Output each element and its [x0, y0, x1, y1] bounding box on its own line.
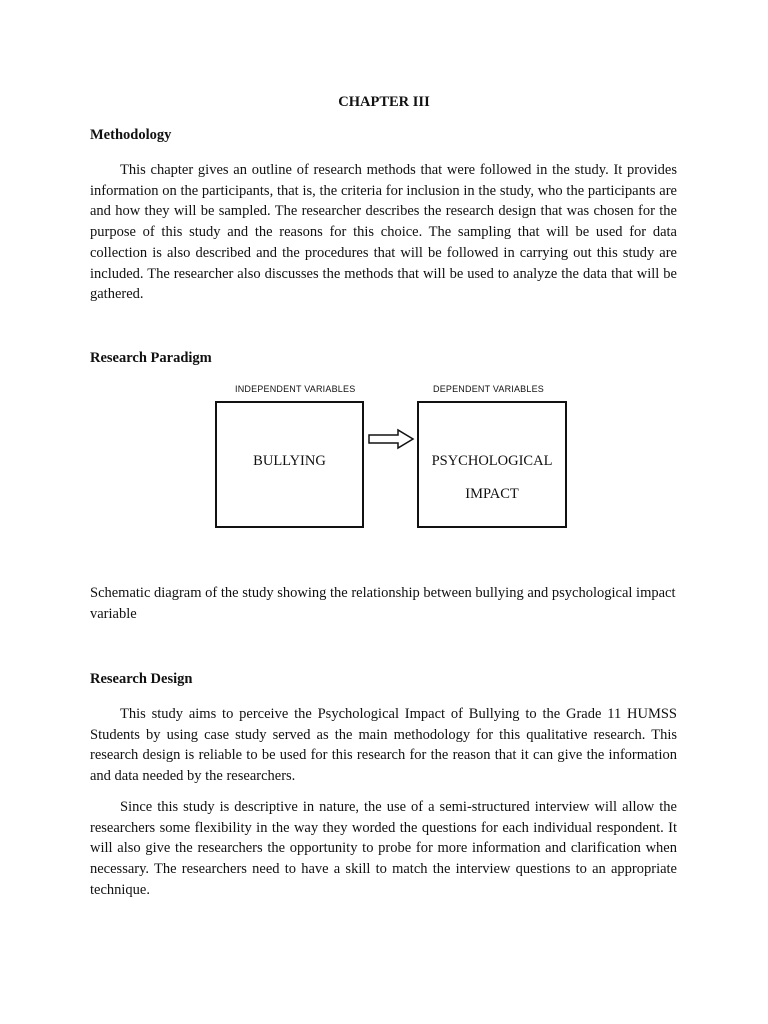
dependent-variable-text-line2: IMPACT — [465, 486, 519, 502]
dependent-variable-text-line1: PSYCHOLOGICAL — [431, 453, 553, 469]
methodology-heading: Methodology — [90, 127, 172, 143]
chapter-title: CHAPTER III — [338, 94, 430, 110]
methodology-paragraph: This chapter gives an outline of research methods that were followed in the study. It provides information on the participants, that is, the criteria for inclusion in the study, who the participants are and how they will be sampled. The researcher describes the research design that was chosen for the purpose of this study and the reasons for this choice. The sampling that will be used for data collection is also described and the procedures that will be followed in carrying out this study are included. The researcher also discusses the methods that will be used to analyze the data that will be gathered. — [90, 162, 677, 303]
independent-variable-box — [215, 401, 364, 528]
independent-variables-label: INDEPENDENT VARIABLES — [235, 384, 356, 394]
right-arrow-icon — [366, 428, 416, 450]
research-paradigm-heading: Research Paradigm — [90, 350, 212, 366]
research-design-paragraph-1: This study aims to perceive the Psychological Impact of Bullying to the Grade 11 HUMSS Students by using case study served as the main methodology for this qualitative research. This research design is reliable to be used for this research for the reason that it can give the information and data needed by the researchers. — [90, 706, 677, 785]
dependent-variable-box — [417, 401, 567, 528]
research-design-heading: Research Design — [90, 671, 193, 687]
dependent-variables-label: DEPENDENT VARIABLES — [433, 384, 545, 394]
research-design-paragraph-2: Since this study is descriptive in nature, the use of a semi-structured interview will allow the researchers some flexibility in the way they worded the questions for each individual respondent. It will also give the researchers the opportunity to probe for more information and clarification when necessary. The researchers need to have a skill to match the interview questions to an appropriate technique. — [90, 799, 677, 898]
independent-variable-text: BULLYING — [253, 453, 326, 469]
diagram-caption: Schematic diagram of the study showing the relationship between bullying and psychological impact variable — [90, 585, 676, 622]
